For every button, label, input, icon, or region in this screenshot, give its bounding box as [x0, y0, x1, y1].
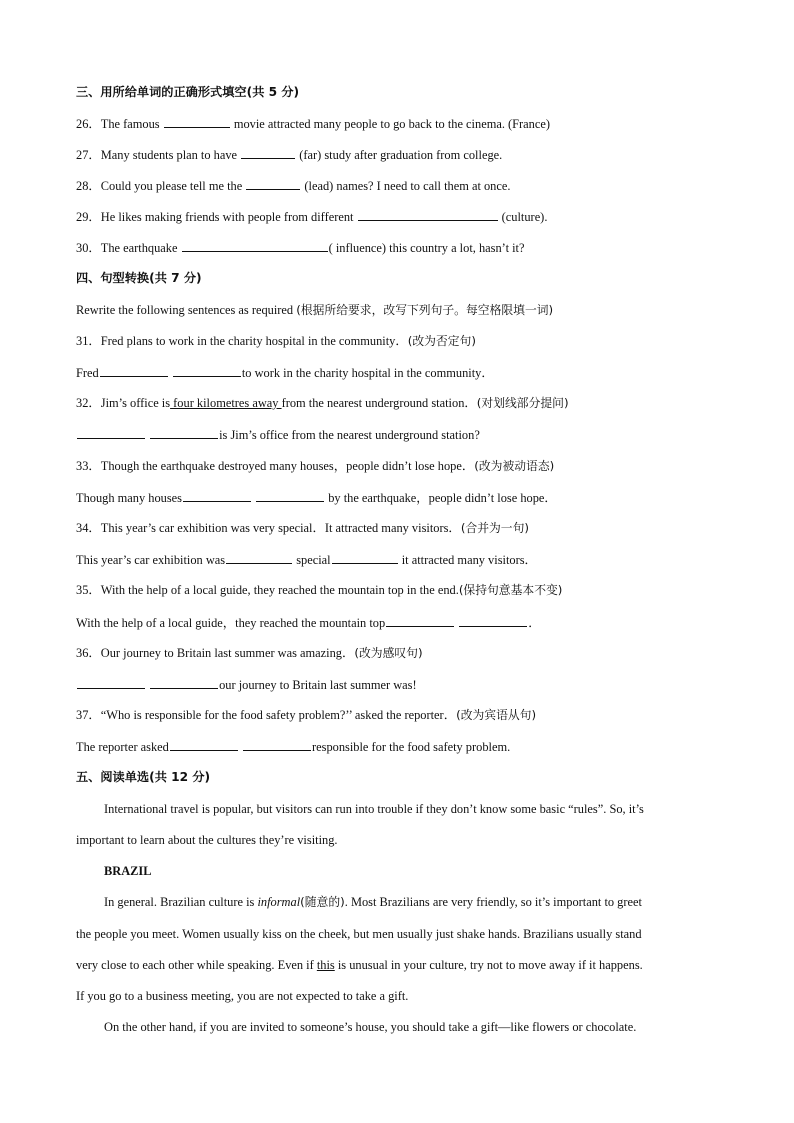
- question-30: 30．The earthquake ( influence) this country a lot, hasn’t it?: [76, 241, 525, 255]
- underlined-phrase: four kilometres away: [170, 396, 282, 410]
- question-29: 29．He likes making friends with people from different (culture).: [76, 210, 548, 224]
- answer-blank[interactable]: [256, 489, 324, 502]
- answer-blank[interactable]: [150, 676, 218, 689]
- question-32: 32．Jim’s office is four kilometres away from the nearest underground station．(对划线部分提问): [76, 396, 569, 410]
- passage-p1-line-1: In general. Brazilian culture is informal(随意的). Most Brazilians are very friendly, so it’s important to greet: [104, 895, 642, 909]
- answer-blank[interactable]: [77, 426, 145, 439]
- passage-p1-line-3: very close to each other while speaking. Even if this is unusual in your culture, try not to move away if it happens.: [76, 958, 643, 972]
- answer-blank[interactable]: [358, 208, 498, 221]
- answer-blank[interactable]: [386, 614, 454, 627]
- answer-blank[interactable]: [332, 551, 398, 564]
- answer-blank[interactable]: [226, 551, 292, 564]
- passage-intro-line-2: important to learn about the cultures they’re visiting.: [76, 833, 338, 847]
- section-4-title: 四、句型转换(共 7 分): [76, 271, 202, 285]
- answer-33: Though many houses by the earthquake，people didn’t lose hope．: [76, 491, 557, 505]
- answer-blank[interactable]: [77, 676, 145, 689]
- passage-p1-line-4: If you go to a business meeting, you are not expected to take a gift.: [76, 989, 409, 1003]
- question-35: 35．With the help of a local guide, they reached the mountain top in the end.(保持句意基本不变): [76, 583, 563, 597]
- passage-subheading: BRAZIL: [104, 864, 152, 878]
- section-4-instruction: Rewrite the following sentences as required (根据所给要求，改写下列句子。每空格限填一词): [76, 303, 554, 317]
- answer-blank[interactable]: [182, 239, 328, 252]
- question-34: 34．This year’s car exhibition was very special．It attracted many visitors．(合并为一句): [76, 521, 530, 535]
- answer-blank[interactable]: [241, 146, 295, 159]
- question-31: 31．Fred plans to work in the charity hospital in the community．(改为否定句): [76, 334, 476, 348]
- answer-32: is Jim’s office from the nearest underground station?: [76, 426, 724, 443]
- underlined-word: this: [316, 958, 335, 972]
- passage-p2-line-1: On the other hand, if you are invited to someone’s house, you should take a gift—like flowers or chocolate.: [104, 1020, 637, 1034]
- answer-blank[interactable]: [170, 738, 238, 751]
- answer-37: The reporter asked responsible for the food safety problem.: [76, 740, 511, 754]
- answer-35: With the help of a local guide，they reached the mountain top ．: [76, 616, 541, 630]
- question-37: 37．“Who is responsible for the food safety problem?’’ asked the reporter．(改为宾语从句): [76, 708, 537, 722]
- passage-intro-line-1: International travel is popular, but visitors can run into trouble if they don’t know some basic “rules”. So, it’s: [104, 802, 644, 816]
- question-26: 26．The famous movie attracted many people to go back to the cinema. (France): [76, 117, 550, 131]
- section-3-title: 三、用所给单词的正确形式填空(共 5 分): [76, 85, 300, 99]
- answer-blank[interactable]: [183, 489, 251, 502]
- section-5-title: 五、阅读单选(共 12 分): [76, 770, 211, 784]
- answer-blank[interactable]: [459, 614, 527, 627]
- answer-blank[interactable]: [173, 364, 241, 377]
- answer-36: our journey to Britain last summer was!: [76, 676, 724, 693]
- question-36: 36．Our journey to Britain last summer was amazing．(改为感叹句): [76, 646, 423, 660]
- answer-blank[interactable]: [150, 426, 218, 439]
- question-33: 33．Though the earthquake destroyed many houses，people didn’t lose hope．(改为被动语态): [76, 459, 555, 473]
- answer-blank[interactable]: [100, 364, 168, 377]
- question-28: 28．Could you please tell me the (lead) names? I need to call them at once.: [76, 179, 511, 193]
- question-27: 27．Many students plan to have (far) study after graduation from college.: [76, 148, 503, 162]
- answer-31: Fred to work in the charity hospital in the community．: [76, 366, 494, 380]
- answer-34: This year’s car exhibition was special it attracted many visitors．: [76, 553, 537, 567]
- answer-blank[interactable]: [243, 738, 311, 751]
- passage-p1-line-2: the people you meet. Women usually kiss on the cheek, but men usually just shake hands. Brazilians usually stand: [76, 927, 642, 941]
- answer-blank[interactable]: [246, 177, 300, 190]
- answer-blank[interactable]: [164, 115, 230, 128]
